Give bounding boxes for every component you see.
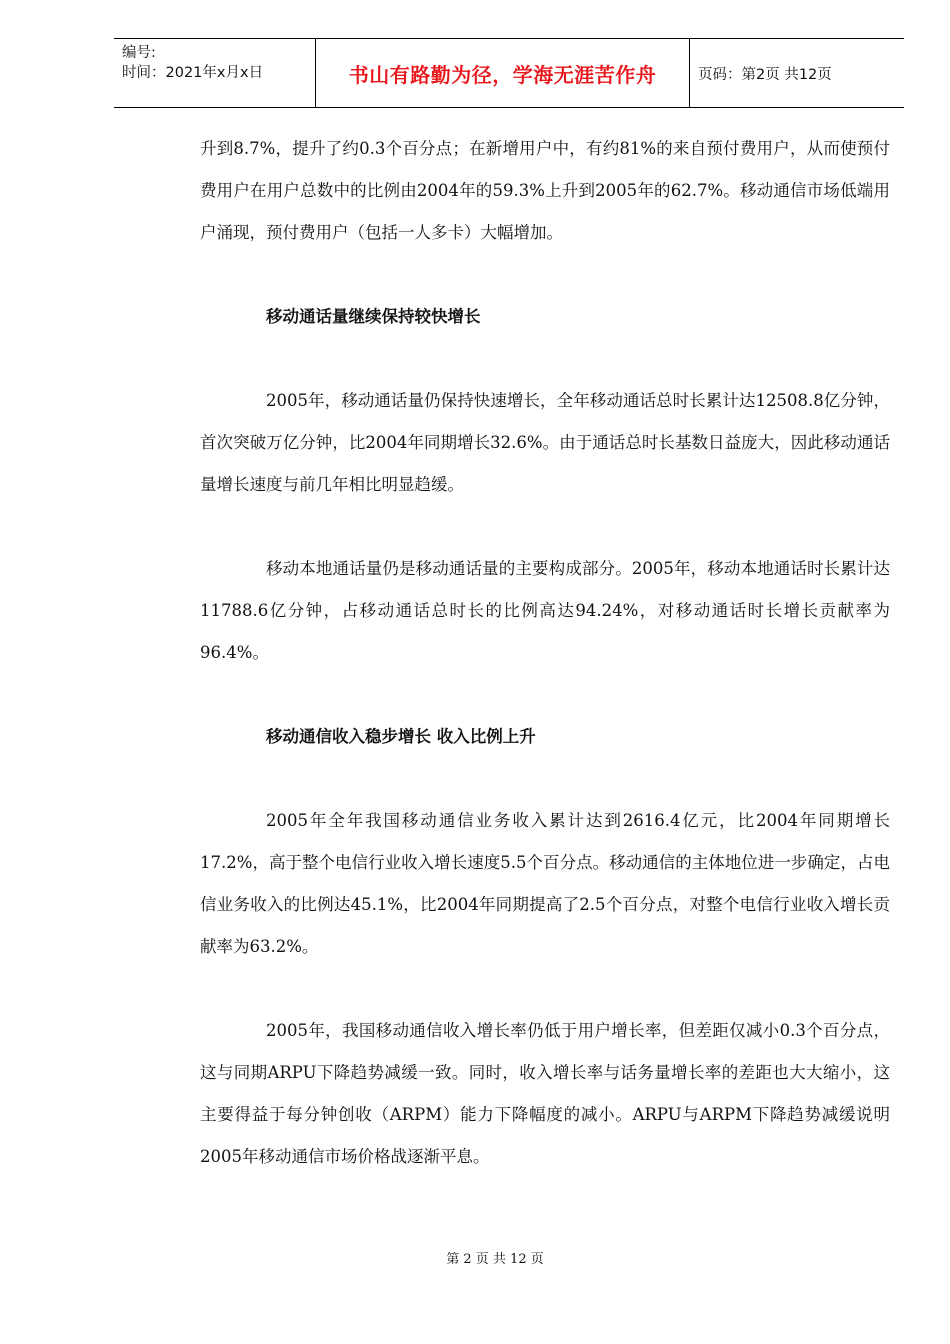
paragraph-call-volume: 2005年，移动通话量仍保持快速增长，全年移动通话总时长累计达12508.8亿分钟，首次突破万亿分钟，比2004年同期增长32.6%。由于通话总时长基数日益庞大，因此移动通话量增长速度与前几年相比明显趋缓。 [200,391,890,494]
date-label: 时间：2021年x月x日 [122,65,264,81]
header-meta-cell [114,39,316,107]
section-heading-call-volume: 移动通话量继续保持较快增长 [266,307,481,326]
page-footer: 第 2 页 共 12 页 [446,1252,544,1267]
spacer [200,968,890,1010]
spacer [200,506,890,548]
serial-number-label: 编号: [122,45,156,61]
paragraph-local-calls: 移动本地通话量仍是移动通话量的主要构成部分。2005年，移动本地通话时长累计达11788.6亿分钟，占移动通话总时长的比例高达94.24%，对移动通话时长增长贡献率为96.4%。 [200,559,890,662]
header-motto: 书山有路勤为径，学海无涯苦作舟 [316,39,690,107]
spacer [200,254,890,296]
paragraph-prepaid-users: 升到8.7%，提升了约0.3个百分点；在新增用户中，有约81%的来自预付费用户，从而使预付费用户在用户总数中的比例由2004年的59.3%上升到2005年的62.7%。移动通信市场低端用户涌现，预付费用户（包括一人多卡）大幅增加。 [200,139,890,242]
header-page-info: 页码：第2页 共12页 [698,66,832,83]
spacer [200,338,890,380]
section-heading-revenue: 移动通信收入稳步增长 收入比例上升 [266,727,536,746]
paragraph-revenue: 2005年全年我国移动通信业务收入累计达到2616.4亿元，比2004年同期增长17.2%，高于整个电信行业收入增长速度5.5个百分点。移动通信的主体地位进一步确定，占电信业务收入的比例达45.1%，比2004年同期提高了2.5个百分点，对整个电信行业收入增长贡献率为63.2%。 [200,811,890,956]
paragraph-arpu: 2005年，我国移动通信收入增长率仍低于用户增长率，但差距仅减小0.3个百分点，这与同期ARPU下降趋势减缓一致。同时，收入增长率与话务量增长率的差距也大大缩小，这主要得益于每分钟创收（ARPM）能力下降幅度的减小。ARPU与ARPM下降趋势减缓说明2005年移动通信市场价格战逐渐平息。 [200,1021,890,1166]
spacer [200,758,890,800]
page-header [114,38,904,108]
document-body [200,128,890,1178]
spacer [200,674,890,716]
